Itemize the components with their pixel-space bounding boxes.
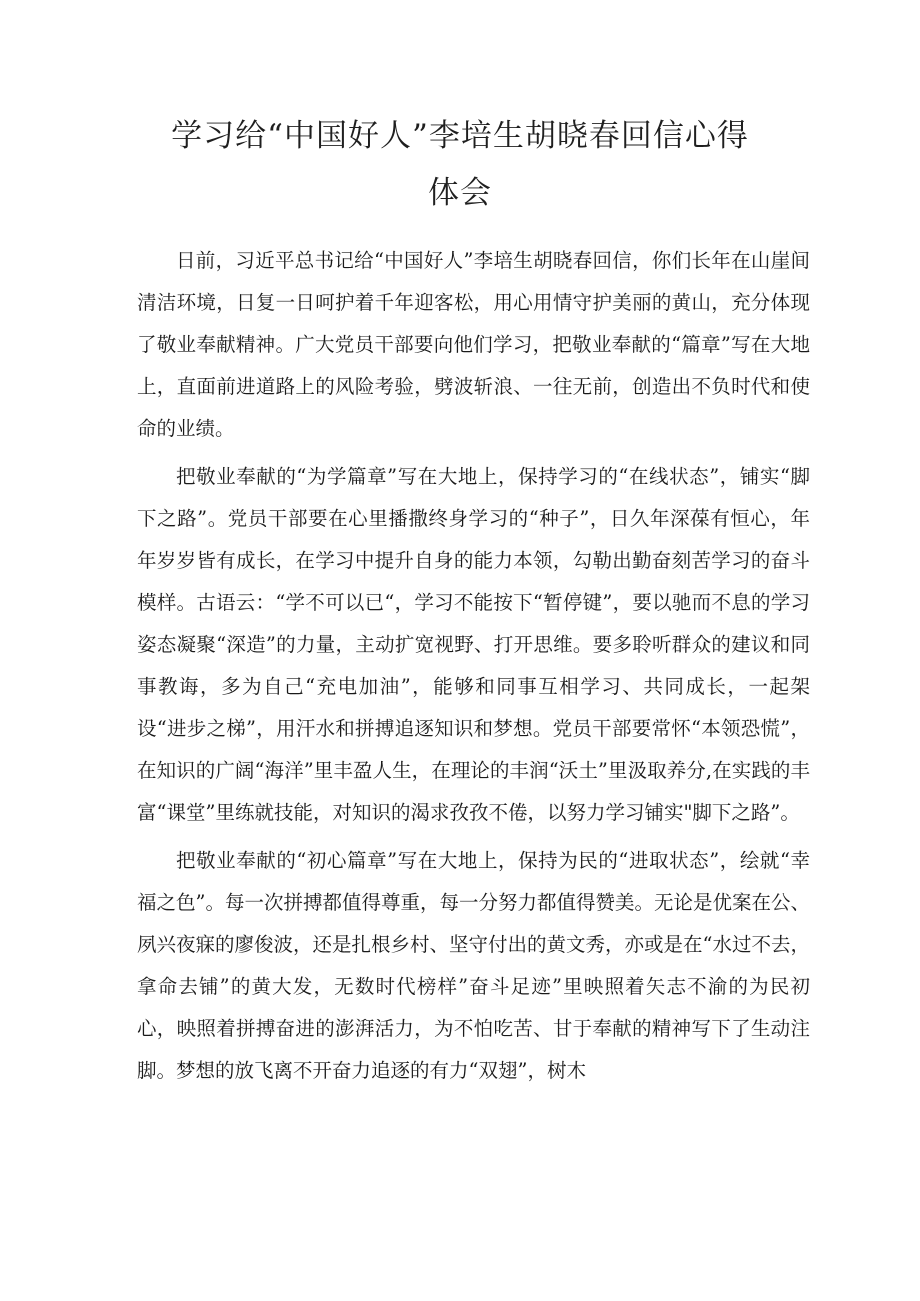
paragraph-intro: 日前，习近平总书记给“中国好人”李培生胡晓春回信，你们长年在山崖间清洁环境，日复一日呵护着千年迎客松，用心用情守护美丽的黄山，充分体现了敬业奉献精神。广大党员干部要向他们学习，把敬业奉献的“篇章”写在大地上，直面前进道路上的风险考验，劈波斩浪、一往无前，创造出不负时代和使命的业绩。	[137, 249, 810, 440]
title-line-1: 学习给“中国好人”李培生胡晓春回信心得	[171, 118, 749, 154]
title-line-2: 体会	[428, 175, 492, 211]
document-body	[137, 240, 810, 1098]
paragraph-study: 把敬业奉献的“为学篇章”写在大地上，保持学习的“在线状态”，铺实“脚下之路”。党员干部要在心里播撒终身学习的“种子”，日久年深葆有恒心，年年岁岁皆有成长，在学习中提升自身的能力本领，勾勒出勤奋刻苦学习的奋斗模样。古语云：“学不可以已“，学习不能按下“暂停键”，要以驰而不息的学习姿态凝聚“深造”的力量，主动扩宽视野、打开思维。要多聆听群众的建议和同事教诲，多为自己“充电加油”，能够和同事互相学习、共同成长，一起架设“进步之梯”，用汗水和拼搏追逐知识和梦想。党员干部要常怀“本领恐慌”，在知识的广阔“海洋”里丰盈人生，在理论的丰润“沃土”里汲取养分,在实践的丰富“课堂”里练就技能，对知识的渴求孜孜不倦，以努力学习铺实"脚下之路”。	[137, 465, 810, 824]
document-title	[130, 108, 790, 222]
paragraph-mission: 把敬业奉献的“初心篇章”写在大地上，保持为民的“进取状态”，绘就“幸福之色”。每一次拼搏都值得尊重，每一分努力都值得赞美。无论是优案在公、夙兴夜寐的廖俊波，还是扎根乡村、坚守付出的黄文秀，亦或是在“水过不去，拿命去铺”的黄大发，无数时代榜样”奋斗足迹”里映照着矢志不渝的为民初心，映照着拼搏奋进的澎湃活力，为不怕吃苦、甘于奉献的精神写下了生动注脚。梦想的放飞离不开奋力追逐的有力“双翅”，树木	[137, 849, 810, 1082]
